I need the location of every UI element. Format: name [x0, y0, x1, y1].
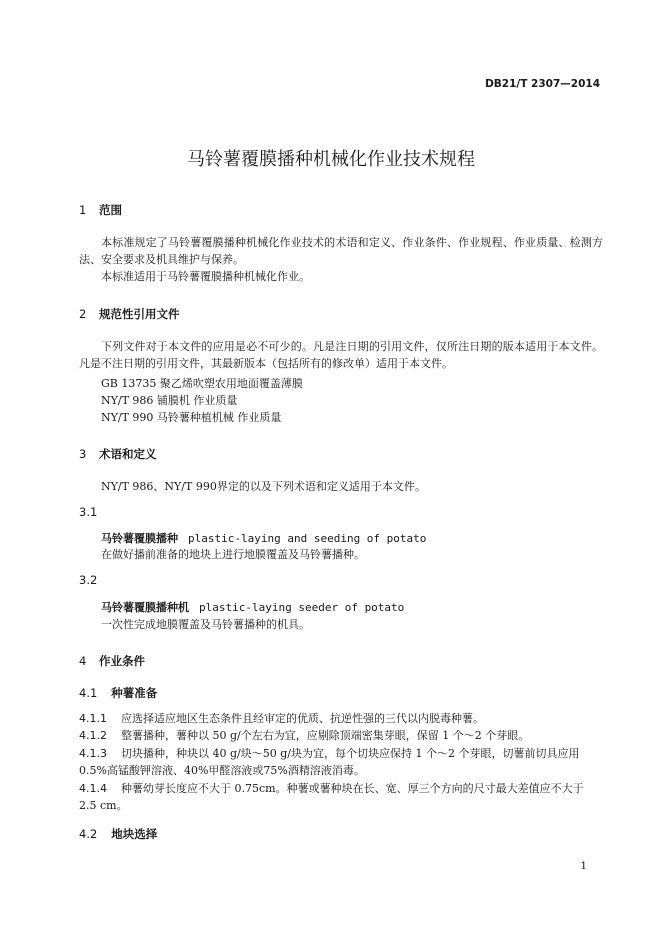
clause-text: 应选择适应地区生态条件且经审定的优质、抗逆性强的三代以内脱毒种薯。 [121, 712, 484, 725]
term-entry [101, 599, 404, 615]
term-entry [101, 530, 426, 546]
clause-item [79, 780, 603, 814]
clause-text: 切块播种，种块以 40 g/块～50 g/块为宜，每个切块应保持 1 个～2 个芽眼，切薯前切具应用 0.5%高锰酸钾溶液、40%甲醛溶液或75%酒精溶液消毒。 [79, 747, 580, 777]
section-number: 4 [79, 654, 87, 668]
reference-item: NY/T 986 铺膜机 作业质量 [101, 394, 238, 407]
section-3-paragraph-1: NY/T 986、NY/T 990界定的以及下列术语和定义适用于本文件。 [101, 480, 426, 493]
section-number: 2 [79, 307, 87, 321]
clause-number: 4.1.1 [79, 712, 107, 725]
clause-text: 整薯播种，薯种以 50 g/个左右为宜，应剔除顶端密集芽眼，保留 1 个～2 个芽眼。 [121, 729, 530, 742]
term-english: plastic-laying seeder of potato [199, 601, 405, 614]
section-number: 3 [79, 447, 87, 461]
clause-text: 种薯幼芽长度应不大于 0.75cm。种薯或薯种块在长、宽、厚三个方向的尺寸最大差值应不大于 2.5 cm。 [79, 782, 584, 812]
term-chinese: 马铃薯覆膜播种机 [101, 601, 189, 614]
term-definition: 一次性完成地膜覆盖及马铃薯播种的机具。 [101, 618, 310, 631]
clause-item [79, 727, 603, 744]
section-title: 规范性引用文件 [99, 307, 180, 321]
section-title: 作业条件 [99, 654, 145, 668]
term-number: 3.2 [79, 573, 98, 587]
subsection-4-1-heading [79, 685, 157, 701]
subsection-title: 种薯准备 [111, 686, 158, 700]
reference-item: GB 13735 聚乙烯吹塑农用地面覆盖薄膜 [101, 377, 303, 390]
section-3-heading [79, 446, 157, 462]
clause-item [79, 745, 603, 779]
term-english: plastic-laying and seeding of potato [188, 532, 427, 545]
clause-number: 4.1.2 [79, 729, 107, 742]
reference-item: NY/T 990 马铃薯种植机械 作业质量 [101, 411, 282, 424]
term-chinese: 马铃薯覆膜播种 [101, 532, 178, 545]
section-title: 术语和定义 [99, 447, 157, 461]
section-2-paragraph-1: 下列文件对于本文件的应用是必不可少的。凡是注日期的引用文件，仅所注日期的版本适用于本文件。凡是不注日期的引用文件，其最新版本（包括所有的修改单）适用于本文件。 [79, 340, 603, 370]
section-title: 范围 [99, 203, 122, 217]
standard-code: DB21/T 2307—2014 [485, 78, 600, 90]
clause-number: 4.1.4 [79, 782, 107, 795]
subsection-4-2-heading [79, 826, 157, 842]
subsection-number: 4.2 [79, 827, 98, 841]
term-number: 3.1 [79, 505, 98, 519]
subsection-title: 地块选择 [111, 827, 158, 841]
section-number: 1 [79, 203, 87, 217]
section-2-heading [79, 306, 180, 322]
subsection-number: 4.1 [79, 686, 98, 700]
clause-number: 4.1.3 [79, 747, 107, 760]
section-1-heading [79, 202, 122, 218]
section-1-paragraph-1: 本标准规定了马铃薯覆膜播种机械化作业技术的术语和定义、作业条件、作业规程、作业质量、检测方法、安全要求及机具维护与保养。 [79, 236, 603, 266]
document-title: 马铃薯覆膜播种机械化作业技术规程 [187, 149, 475, 170]
term-definition: 在做好播前准备的地块上进行地膜覆盖及马铃薯播种。 [101, 548, 365, 561]
clause-item [79, 710, 603, 727]
section-4-heading [79, 653, 145, 669]
section-1-paragraph-2: 本标准适用于马铃薯覆膜播种机械化作业。 [101, 270, 310, 283]
page-number: 1 [580, 860, 587, 872]
